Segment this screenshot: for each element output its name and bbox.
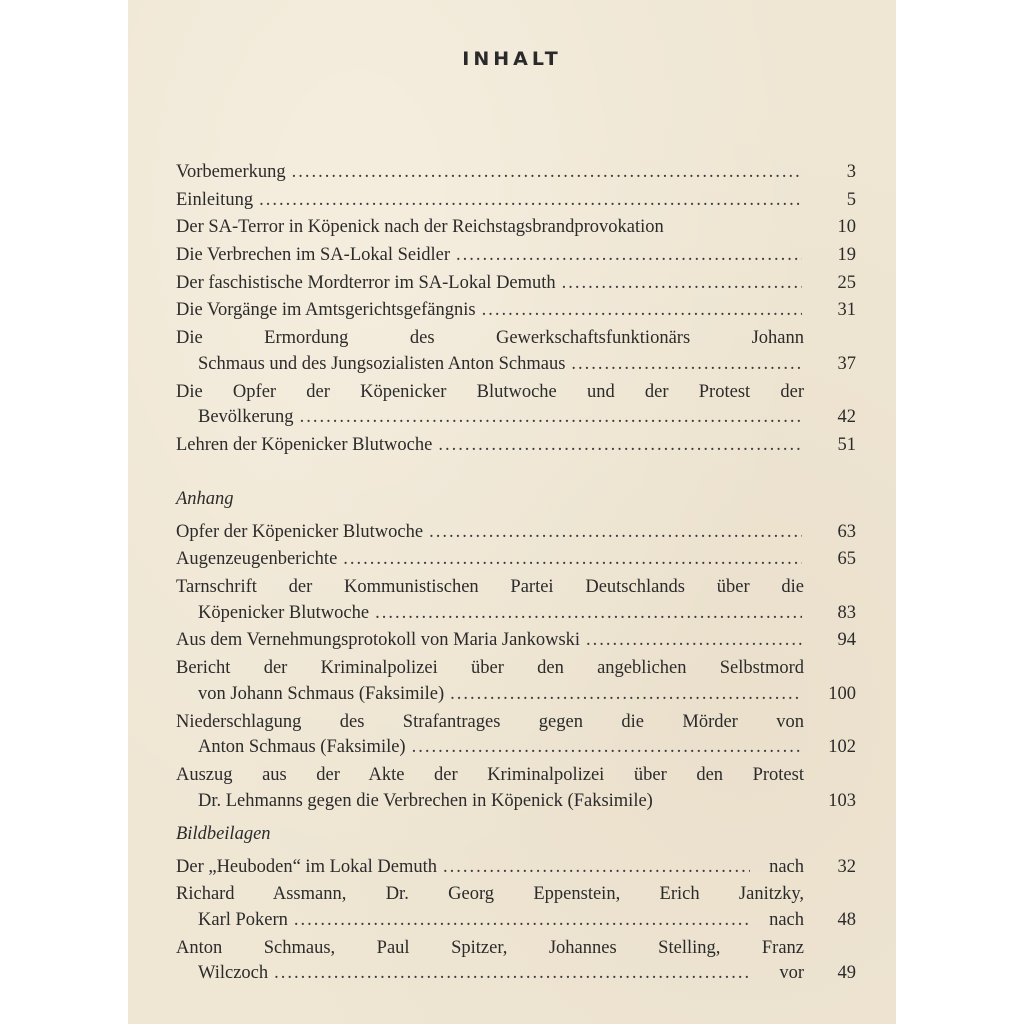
toc-entry-text: Einleitung [176,189,254,210]
toc-entry-page-number: 48 [837,910,856,931]
toc-entry[interactable] [176,188,856,214]
toc-entry-text: Niederschlagung des Strafantrages gegen die Mörder von [176,711,804,732]
dot-leader [412,735,802,761]
toc-entry-page-number: 10 [837,217,856,238]
toc-entry[interactable] [176,215,856,241]
toc-entry-page-number: 49 [837,963,856,984]
dot-leader [482,298,802,324]
dot-leader [429,520,802,546]
dot-leader [456,243,802,269]
toc-entry-text: Bevölkerung [198,407,294,428]
page-title: INHALT [462,48,562,70]
toc-entry-page-number: 83 [837,602,856,623]
toc-entry-page-number: 3 [846,162,856,182]
toc-entry-text: Karl Pokern [198,910,288,931]
toc-entry-text: Augenzeugenberichte [176,549,338,570]
toc-entry[interactable] [176,656,856,707]
toc-entry[interactable] [176,380,856,431]
toc-entry[interactable] [176,855,856,881]
dot-leader [443,855,750,881]
toc-entry-text: Auszug aus der Akte der Kriminalpolizei über den Protest [176,764,804,785]
toc-bildbeilagen-section [176,812,856,989]
book-page [128,0,896,1024]
toc-entry-position: vor [779,963,804,984]
dot-leader [259,188,802,214]
dot-leader [292,160,802,186]
toc-main-section [176,160,856,461]
toc-entry-page-number: 19 [837,245,856,266]
toc-entry-text: Schmaus und des Jungsozialisten Anton Schmaus [198,353,566,374]
toc-entry-text: Anton Schmaus, Paul Spitzer, Johannes Stelling, Franz [176,937,804,958]
toc-entry-text: Vorbemerkung [176,162,286,182]
toc-entry[interactable] [176,763,856,814]
toc-entry[interactable] [176,628,856,654]
toc-entry-text: von Johann Schmaus (Faksimile) [198,683,445,704]
toc-entry[interactable] [176,710,856,761]
toc-entry-text: Dr. Lehmanns gegen die Verbrechen in Köpenick (Faksimile) [198,790,653,811]
toc-entry-page-number: 65 [837,549,856,570]
dot-leader [375,601,802,627]
toc-entry-text: Tarnschrift der Kommunistischen Partei Deutschlands über die [176,577,804,598]
toc-anhang-section [176,477,856,816]
toc-entry[interactable] [176,936,856,987]
toc-entry-page-number: 42 [837,407,856,428]
toc-entry-page-number: 102 [828,737,856,758]
toc-entry-text: Köpenicker Blutwoche [198,602,370,623]
toc-entry[interactable] [176,433,856,459]
toc-entry-text: Opfer der Köpenicker Blutwoche [176,521,424,542]
dot-leader [300,405,802,431]
toc-entry[interactable] [176,547,856,573]
toc-entry-text: Anton Schmaus (Faksimile) [198,737,406,758]
dot-leader [586,628,802,654]
toc-entry-page-number: 31 [837,300,856,321]
toc-entry-text: Die Vorgänge im Amtsgerichtsgefängnis [176,300,476,321]
toc-entry-page-number: 63 [837,521,856,542]
toc-entry-text: Lehren der Köpenicker Blutwoche [176,434,433,455]
toc-entry[interactable] [176,882,856,933]
toc-entry-text: Die Ermordung des Gewerkschaftsfunktionärs Johann [176,328,804,349]
section-heading-bildbeilagen: Bildbeilagen [176,824,271,844]
toc-entry-position: nach [769,910,804,931]
toc-entry-text: Wilczoch [198,963,269,984]
toc-entry-text: Die Opfer der Köpenicker Blutwoche und der Protest der [176,381,804,402]
toc-entry-page-number: 25 [837,272,856,293]
toc-entry-page-number: 32 [837,856,856,877]
toc-entry[interactable] [176,575,856,626]
toc-entry-page-number: 37 [837,353,856,374]
toc-entry-text: Der faschistische Mordterror im SA-Lokal Demuth [176,272,556,293]
dot-leader [438,433,802,459]
toc-entry-position: nach [769,856,804,877]
dot-leader [274,961,750,987]
toc-entry-page-number: 103 [828,790,856,811]
toc-entry-text: Richard Assmann, Dr. Georg Eppenstein, Erich Janitzky, [176,884,804,905]
toc-entry-text: Der SA-Terror in Köpenick nach der Reichstagsbrandprovokation [176,217,664,238]
toc-entry[interactable] [176,271,856,297]
toc-entry[interactable] [176,298,856,324]
dot-leader [450,682,802,708]
toc-entry-page-number: 94 [837,630,856,651]
toc-entry[interactable] [176,243,856,269]
toc-entry-text: Die Verbrechen im SA-Lokal Seidler [176,245,450,266]
toc-entry-page-number: 51 [837,434,856,455]
toc-entry[interactable] [176,326,856,377]
dot-leader [294,908,750,934]
toc-entry-page-number: 5 [846,189,856,210]
toc-entry-text: Der „Heuboden“ im Lokal Demuth [176,856,437,877]
toc-entry-page-number: 100 [828,683,856,704]
dot-leader [571,352,802,378]
toc-entry-text: Bericht der Kriminalpolizei über den angeblichen Selbstmord [176,658,804,679]
toc-entry[interactable] [176,520,856,546]
section-heading-anhang: Anhang [176,489,234,509]
toc-entry-text: Aus dem Vernehmungsprotokoll von Maria Jankowski [176,630,581,651]
dot-leader [343,547,802,573]
dot-leader [562,271,802,297]
toc-entry[interactable] [176,160,856,186]
